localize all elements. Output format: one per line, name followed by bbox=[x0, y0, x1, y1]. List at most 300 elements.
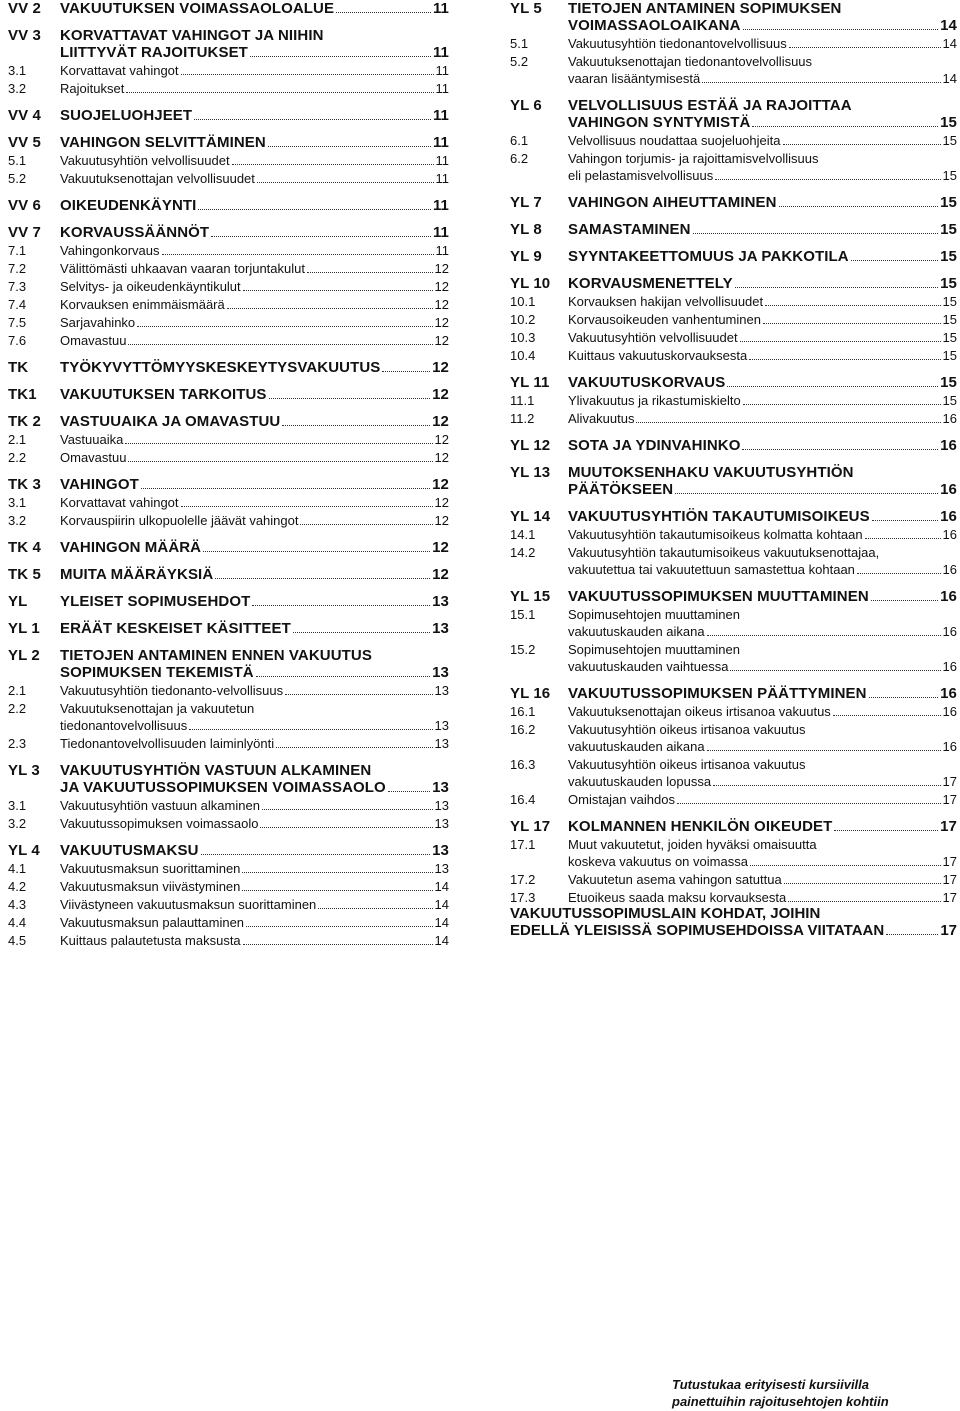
entry-title bbox=[60, 359, 449, 376]
section-number: VV 5 bbox=[8, 134, 41, 151]
entry-title bbox=[60, 134, 449, 151]
section-number: VV 2 bbox=[8, 0, 41, 17]
entry-title bbox=[60, 932, 449, 949]
entry-title bbox=[60, 332, 449, 349]
entry-title bbox=[568, 791, 957, 808]
section-number: YL 13 bbox=[510, 464, 551, 481]
section-number: 6.1 bbox=[510, 133, 529, 148]
page-number: 15 bbox=[942, 393, 957, 408]
entry-title-line bbox=[568, 329, 957, 346]
toc-heading bbox=[510, 374, 957, 391]
entry-title-line bbox=[60, 815, 449, 832]
dot-leader bbox=[189, 729, 432, 730]
toc-heading bbox=[8, 593, 449, 610]
toc-subentry bbox=[510, 836, 957, 870]
entry-title-line bbox=[60, 80, 449, 97]
entry-title-line bbox=[568, 871, 957, 888]
entry-title-text: Omavastuu bbox=[60, 333, 127, 348]
toc-subentry bbox=[8, 431, 449, 448]
page-number: 11 bbox=[432, 134, 449, 151]
entry-title-text: VAKUUTUSYHTIÖN VASTUUN ALKAMINEN bbox=[60, 762, 372, 779]
section-number: 16.1 bbox=[510, 704, 536, 719]
dot-leader bbox=[749, 359, 940, 360]
page-number: 17 bbox=[940, 922, 957, 939]
entry-title-line bbox=[60, 170, 449, 187]
dot-leader bbox=[783, 144, 941, 145]
entry-title-text: Tiedonantovelvollisuuden laiminlyönti bbox=[60, 736, 275, 751]
section-number: 10.1 bbox=[510, 294, 536, 309]
entry-title-text: Vakuutusyhtiön oikeus irtisanoa vakuutus bbox=[568, 722, 806, 737]
toc-heading bbox=[510, 464, 957, 498]
page-number: 13 bbox=[432, 842, 449, 859]
entry-title-text: KORVAUSSÄÄNNÖT bbox=[60, 224, 210, 241]
section-number: 3.1 bbox=[8, 798, 27, 813]
entry-title-text: Sopimusehtojen muuttaminen bbox=[568, 607, 740, 622]
entry-title-text: Vakuutusmaksun viivästyminen bbox=[60, 879, 241, 894]
toc-subentry bbox=[8, 152, 449, 169]
entry-title-line bbox=[568, 347, 957, 364]
entry-title-text: SYYNTAKEETTOMUUS JA PAKKOTILA bbox=[568, 248, 849, 265]
page-number: 14 bbox=[434, 897, 449, 912]
page-number: 15 bbox=[940, 221, 957, 238]
entry-title-text: VAHINGON MÄÄRÄ bbox=[60, 539, 202, 556]
entry-title bbox=[60, 413, 449, 430]
section-number: YL 1 bbox=[8, 620, 40, 637]
entry-title bbox=[568, 544, 957, 578]
page-number: 12 bbox=[434, 450, 449, 465]
entry-title-text: Vakuutusyhtiön tiedonantovelvollisuus bbox=[568, 36, 787, 51]
toc-heading bbox=[510, 685, 957, 702]
entry-title-text: Vakuutusyhtiön velvollisuudet bbox=[60, 153, 230, 168]
section-number: YL 8 bbox=[510, 221, 542, 238]
entry-title-line bbox=[568, 685, 957, 702]
section-number: 7.2 bbox=[8, 261, 27, 276]
page-number: 11 bbox=[432, 107, 449, 124]
toc-heading bbox=[8, 359, 449, 376]
dot-leader bbox=[715, 179, 940, 180]
page-number: 16 bbox=[942, 739, 957, 754]
entry-title-line bbox=[60, 386, 449, 403]
entry-title bbox=[60, 593, 449, 610]
page-number: 13 bbox=[432, 620, 449, 637]
entry-title bbox=[60, 762, 449, 796]
footer-note-line-1: Tutustukaa erityisesti kursiivilla bbox=[672, 1377, 870, 1392]
entry-title-text: Muut vakuutetut, joiden hyväksi omaisuutta bbox=[568, 837, 817, 852]
dot-leader bbox=[743, 29, 939, 30]
entry-title-text: Vakuutusyhtiön velvollisuudet bbox=[568, 330, 738, 345]
page-number: 13 bbox=[432, 593, 449, 610]
section-number: 11.1 bbox=[510, 393, 535, 408]
entry-title bbox=[60, 842, 449, 859]
section-number: YL 10 bbox=[510, 275, 551, 292]
entry-title-line bbox=[60, 932, 449, 949]
section-number: 6.2 bbox=[510, 151, 529, 166]
dot-leader bbox=[307, 272, 433, 273]
entry-title-line bbox=[60, 134, 449, 151]
toc-heading bbox=[8, 386, 449, 403]
dot-leader bbox=[336, 12, 431, 13]
entry-title-text: Etuoikeus saada maksu korvauksesta bbox=[568, 890, 787, 905]
section-number: YL bbox=[8, 593, 28, 610]
page-number: 13 bbox=[434, 683, 449, 698]
toc-subentry bbox=[8, 682, 449, 699]
section-number: 14.2 bbox=[510, 545, 536, 560]
entry-title bbox=[568, 374, 957, 391]
page-number: 16 bbox=[940, 481, 957, 498]
entry-title-line bbox=[568, 17, 957, 34]
dot-leader bbox=[713, 785, 940, 786]
dot-leader bbox=[707, 635, 941, 636]
entry-title bbox=[60, 62, 449, 79]
page-number: 11 bbox=[432, 197, 449, 214]
entry-title-line bbox=[60, 449, 449, 466]
page-number: 15 bbox=[942, 330, 957, 345]
page-number: 17 bbox=[942, 792, 957, 807]
toc-heading bbox=[8, 762, 449, 796]
entry-title-text: Vakuutuksenottajan tiedonantovelvollisuus bbox=[568, 54, 813, 69]
toc-subentry bbox=[510, 311, 957, 328]
entry-title-line bbox=[60, 359, 449, 376]
entry-title-line bbox=[568, 114, 957, 131]
toc-subentry bbox=[8, 932, 449, 949]
entry-title-text: Vakuutusmaksun palauttaminen bbox=[60, 915, 245, 930]
entry-title bbox=[60, 27, 449, 61]
entry-title bbox=[60, 278, 449, 295]
page-number: 12 bbox=[434, 513, 449, 528]
entry-title-text: Omavastuu bbox=[60, 450, 127, 465]
entry-title-text: vakuutuskauden lopussa bbox=[568, 774, 712, 789]
section-number: 2.2 bbox=[8, 701, 27, 716]
entry-title-text: JA VAKUUTUSSOPIMUKSEN VOIMASSAOLO bbox=[60, 779, 386, 796]
entry-title-line bbox=[568, 437, 957, 454]
section-number: 17.1 bbox=[510, 837, 536, 852]
entry-title-line bbox=[60, 494, 449, 511]
dot-leader bbox=[833, 715, 941, 716]
dot-leader bbox=[871, 600, 938, 601]
entry-title bbox=[60, 735, 449, 752]
section-number: 16.4 bbox=[510, 792, 536, 807]
entry-title bbox=[60, 107, 449, 124]
page-number: 11 bbox=[435, 81, 449, 96]
dot-leader bbox=[702, 82, 940, 83]
entry-title-line bbox=[568, 167, 957, 184]
section-number: 5.2 bbox=[510, 54, 529, 69]
entry-title-text: VAKUUTUSSOPIMUKSEN MUUTTAMINEN bbox=[568, 588, 869, 605]
dot-leader bbox=[750, 865, 941, 866]
section-number: YL 15 bbox=[510, 588, 551, 605]
page-number: 12 bbox=[432, 539, 449, 556]
entry-title-line bbox=[60, 27, 449, 44]
toc-heading bbox=[8, 566, 449, 583]
entry-title bbox=[568, 588, 957, 605]
toc-subentry bbox=[510, 544, 957, 578]
entry-title-text: MUUTOKSENHAKU VAKUUTUSYHTIÖN bbox=[568, 464, 854, 481]
dot-leader bbox=[765, 305, 940, 306]
entry-title-text: SUOJELUOHJEET bbox=[60, 107, 193, 124]
page-number: 13 bbox=[434, 718, 449, 733]
entry-title bbox=[60, 449, 449, 466]
dot-leader bbox=[727, 386, 938, 387]
entry-title bbox=[568, 97, 957, 131]
entry-title-line bbox=[568, 641, 957, 658]
page-number: 13 bbox=[432, 664, 449, 681]
dot-leader bbox=[675, 493, 938, 494]
entry-title-text: Korvattavat vahingot bbox=[60, 63, 179, 78]
entry-title-line bbox=[568, 756, 957, 773]
page-number: 14 bbox=[942, 36, 957, 51]
toc-subentry bbox=[510, 53, 957, 87]
section-number: 5.1 bbox=[510, 36, 529, 51]
dot-leader bbox=[242, 890, 432, 891]
dot-leader bbox=[181, 506, 433, 507]
entry-title-text: VAHINGON AIHEUTTAMINEN bbox=[568, 194, 777, 211]
section-number: YL 11 bbox=[510, 374, 550, 391]
section-number: YL 9 bbox=[510, 248, 542, 265]
page-number: 15 bbox=[940, 248, 957, 265]
entry-title bbox=[568, 606, 957, 640]
dot-leader bbox=[141, 488, 430, 489]
entry-title-text: Alivakuutus bbox=[568, 411, 635, 426]
entry-title-text: tiedonantovelvollisuus bbox=[60, 718, 188, 733]
page-number: 17 bbox=[942, 872, 957, 887]
entry-title bbox=[568, 275, 957, 292]
entry-title bbox=[568, 329, 957, 346]
section-number: VV 3 bbox=[8, 27, 41, 44]
section-number: YL 7 bbox=[510, 194, 542, 211]
entry-title-line bbox=[568, 53, 957, 70]
dot-leader bbox=[763, 323, 941, 324]
dot-leader bbox=[126, 92, 433, 93]
toc-subentry bbox=[8, 242, 449, 259]
entry-title-text: YLEISET SOPIMUSEHDOT bbox=[60, 593, 251, 610]
dot-leader bbox=[162, 254, 434, 255]
toc-subentry bbox=[8, 278, 449, 295]
dot-leader bbox=[215, 578, 430, 579]
entry-title-text: Vakuutusmaksun suorittaminen bbox=[60, 861, 241, 876]
page-number: 16 bbox=[940, 685, 957, 702]
entry-title-text: Vahingon torjumis- ja rajoittamisvelvollisuus bbox=[568, 151, 819, 166]
entry-title-text: Vakuutuksenottajan ja vakuutetun bbox=[60, 701, 255, 716]
page-number: 14 bbox=[942, 71, 957, 86]
entry-title-line bbox=[568, 773, 957, 790]
page-number: 12 bbox=[432, 359, 449, 376]
toc-subentry bbox=[8, 449, 449, 466]
entry-title bbox=[60, 896, 449, 913]
entry-title bbox=[60, 512, 449, 529]
entry-title bbox=[60, 386, 449, 403]
entry-title-text: Sarjavahinko bbox=[60, 315, 136, 330]
entry-title bbox=[60, 260, 449, 277]
dot-leader bbox=[256, 676, 430, 677]
toc-subentry bbox=[510, 410, 957, 427]
page-number: 12 bbox=[434, 333, 449, 348]
section-number: 4.1 bbox=[8, 861, 27, 876]
entry-title bbox=[60, 242, 449, 259]
toc-subentry bbox=[8, 700, 449, 734]
entry-title bbox=[568, 53, 957, 87]
section-number: 15.1 bbox=[510, 607, 536, 622]
section-number: VV 7 bbox=[8, 224, 41, 241]
section-number: YL 6 bbox=[510, 97, 542, 114]
entry-title-line bbox=[60, 512, 449, 529]
entry-title-line bbox=[60, 413, 449, 430]
page-number: 11 bbox=[432, 0, 449, 17]
entry-title-line bbox=[568, 275, 957, 292]
toc-heading bbox=[510, 275, 957, 292]
section-number: 4.2 bbox=[8, 879, 27, 894]
entry-title-text: Vakuutuksenottajan velvollisuudet bbox=[60, 171, 255, 186]
entry-title-line bbox=[60, 735, 449, 752]
entry-title bbox=[568, 818, 957, 835]
dot-leader bbox=[128, 344, 432, 345]
entry-title bbox=[568, 641, 957, 675]
entry-title-text: Rajoitukset bbox=[60, 81, 125, 96]
toc-subentry bbox=[510, 606, 957, 640]
dot-leader bbox=[282, 425, 430, 426]
section-number: YL 5 bbox=[510, 0, 542, 17]
toc-heading bbox=[510, 508, 957, 525]
entry-title-line bbox=[568, 194, 957, 211]
section-number: 7.4 bbox=[8, 297, 27, 312]
toc-subentry bbox=[8, 314, 449, 331]
entry-title-text: Korvattavat vahingot bbox=[60, 495, 179, 510]
entry-title bbox=[568, 836, 957, 870]
dot-leader bbox=[784, 883, 941, 884]
toc-heading bbox=[510, 97, 957, 131]
entry-title-text: vakuutettua tai vakuutettuun samastettua kohtaan bbox=[568, 562, 855, 577]
dot-leader bbox=[730, 670, 940, 671]
dot-leader bbox=[865, 538, 941, 539]
toc-heading bbox=[8, 0, 449, 17]
page-number: 11 bbox=[435, 63, 449, 78]
page-number: 16 bbox=[942, 704, 957, 719]
entry-title-text: KOLMANNEN HENKILÖN OIKEUDET bbox=[568, 818, 833, 835]
section-number: 17.2 bbox=[510, 872, 536, 887]
entry-title bbox=[60, 224, 449, 241]
final-heading-line-2: EDELLÄ YLEISISSÄ SOPIMUSEHDOISSA VIITATAAN 17 bbox=[510, 922, 957, 939]
entry-title-line bbox=[568, 889, 957, 906]
dot-leader bbox=[232, 164, 434, 165]
entry-title-line bbox=[60, 664, 449, 681]
section-number: 3.1 bbox=[8, 495, 27, 510]
entry-title-text: OIKEUDENKÄYNTI bbox=[60, 197, 197, 214]
toc-heading bbox=[8, 224, 449, 241]
dot-leader bbox=[246, 926, 432, 927]
entry-title-text: vakuutuskauden aikana bbox=[568, 739, 705, 754]
entry-title bbox=[60, 914, 449, 931]
page-number: 12 bbox=[434, 279, 449, 294]
entry-title-text: koskeva vakuutus on voimassa bbox=[568, 854, 748, 869]
entry-title-line bbox=[60, 431, 449, 448]
entry-title-text: Viivästyneen vakuutusmaksun suorittaminen bbox=[60, 897, 317, 912]
entry-title-line bbox=[60, 842, 449, 859]
entry-title bbox=[568, 889, 957, 906]
section-number: 10.4 bbox=[510, 348, 536, 363]
dot-leader bbox=[269, 398, 431, 399]
page-number: 14 bbox=[434, 879, 449, 894]
entry-title-line bbox=[568, 508, 957, 525]
page-number: 13 bbox=[434, 816, 449, 831]
entry-title-line bbox=[60, 682, 449, 699]
dot-leader bbox=[211, 236, 431, 237]
dot-leader bbox=[382, 371, 430, 372]
section-number: 5.1 bbox=[8, 153, 27, 168]
toc-subentry bbox=[8, 860, 449, 877]
dot-leader bbox=[752, 126, 938, 127]
section-number: 5.2 bbox=[8, 171, 27, 186]
entry-title bbox=[568, 221, 957, 238]
entry-title-text: vakuutuskauden aikana bbox=[568, 624, 705, 639]
page-number: 14 bbox=[940, 17, 957, 34]
entry-title-text: Selvitys- ja oikeudenkäyntikulut bbox=[60, 279, 241, 294]
section-number: 4.5 bbox=[8, 933, 27, 948]
entry-title bbox=[568, 410, 957, 427]
entry-title bbox=[568, 150, 957, 184]
section-number: 17.3 bbox=[510, 890, 536, 905]
entry-title-line bbox=[60, 914, 449, 931]
toc-heading bbox=[8, 539, 449, 556]
section-number: 7.3 bbox=[8, 279, 27, 294]
dot-leader bbox=[257, 182, 434, 183]
entry-title-text: VAHINGON SELVITTÄMINEN bbox=[60, 134, 266, 151]
dot-leader bbox=[250, 56, 431, 57]
toc-left-column bbox=[8, 0, 449, 949]
page-number: 13 bbox=[434, 861, 449, 876]
entry-title-line bbox=[60, 896, 449, 913]
page-number: 12 bbox=[432, 476, 449, 493]
page-number: 16 bbox=[942, 562, 957, 577]
entry-title-text: Vahingonkorvaus bbox=[60, 243, 160, 258]
entry-title-line bbox=[568, 35, 957, 52]
entry-title bbox=[568, 311, 957, 328]
entry-title bbox=[60, 682, 449, 699]
section-number: 2.2 bbox=[8, 450, 27, 465]
section-number: 16.3 bbox=[510, 757, 536, 772]
section-number: YL 16 bbox=[510, 685, 551, 702]
entry-title-text: MUITA MÄÄRÄYKSIÄ bbox=[60, 566, 214, 583]
toc-subentry bbox=[8, 914, 449, 931]
section-number: 16.2 bbox=[510, 722, 536, 737]
dot-leader bbox=[137, 326, 432, 327]
final-heading bbox=[510, 905, 957, 939]
entry-title-line bbox=[60, 860, 449, 877]
entry-title-line bbox=[568, 836, 957, 853]
entry-title bbox=[568, 347, 957, 364]
dot-leader bbox=[789, 47, 941, 48]
section-number: YL 14 bbox=[510, 508, 551, 525]
entry-title-text: Vastuuaika bbox=[60, 432, 124, 447]
entry-title-line bbox=[60, 0, 449, 17]
entry-title bbox=[60, 539, 449, 556]
dot-leader bbox=[851, 260, 938, 261]
entry-title-text: Ylivakuutus ja rikastumiskielto bbox=[568, 393, 741, 408]
section-number: TK 3 bbox=[8, 476, 41, 493]
entry-title-text: VAHINGON SYNTYMISTÄ bbox=[568, 114, 751, 131]
entry-title bbox=[568, 756, 957, 790]
entry-title-line bbox=[568, 374, 957, 391]
entry-title-text: Vakuutetun asema vahingon satuttua bbox=[568, 872, 782, 887]
entry-title bbox=[568, 437, 957, 454]
entry-title-text: VOIMASSAOLOAIKANA bbox=[568, 17, 741, 34]
dot-leader bbox=[293, 632, 430, 633]
toc-subentry bbox=[510, 641, 957, 675]
page-number: 15 bbox=[940, 114, 957, 131]
entry-title-line bbox=[568, 481, 957, 498]
entry-title-line bbox=[568, 544, 957, 561]
entry-title-text: vaaran lisääntymisestä bbox=[568, 71, 701, 86]
entry-title-line bbox=[60, 260, 449, 277]
toc-heading bbox=[8, 197, 449, 214]
